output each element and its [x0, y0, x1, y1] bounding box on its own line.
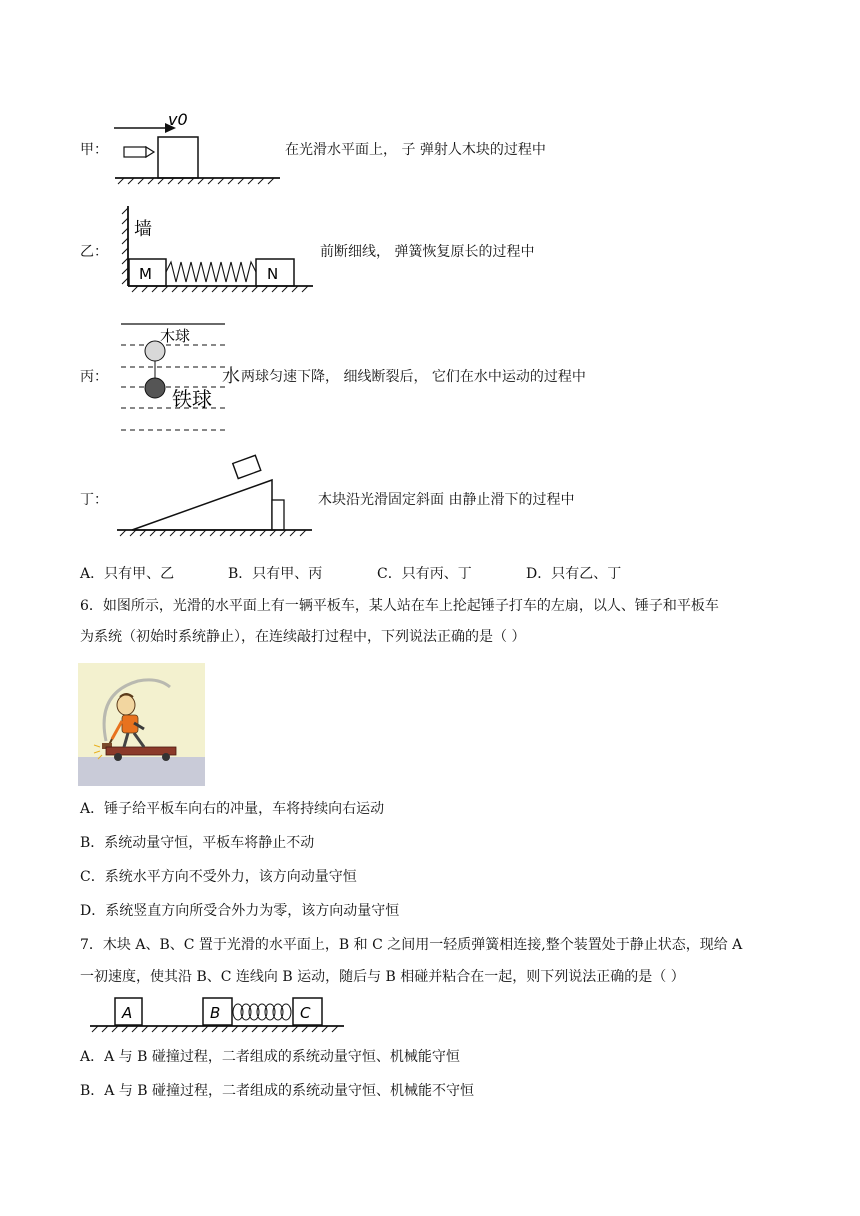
- q6-option-a[interactable]: A．锤子给平板车向右的冲量，车将持续向右运动: [80, 801, 385, 817]
- q7-option-b[interactable]: B．A 与 B 碰撞过程，二者组成的系统动量守恒、机械能不守恒: [80, 1083, 475, 1099]
- iron-ball-label: 铁球: [172, 387, 212, 411]
- figure-hammer-cart: [78, 663, 205, 786]
- q5-option-b[interactable]: B．只有甲、丙: [228, 566, 323, 582]
- item-desc-yi: 前断细线， 弹簧恢复原长的过程中: [320, 244, 535, 260]
- q6-stem-line1: 6．如图所示，光滑的水平面上有一辆平板车，某人站在车上抡起锤子打车的左扇，以人、锤子和平板车: [80, 598, 719, 614]
- wall-label: 墙: [134, 219, 152, 240]
- q7-stem-line1: 7．木块 A、B、C 置于光滑的水平面上，B 和 C 之间用一轻质弹簧相连接,整个装置处于静止状态，现给 A: [80, 937, 743, 953]
- item-desc-jia: 在光滑水平面上， 子 弹射人木块的过程中: [285, 142, 546, 158]
- figure-abc-spring: [86, 994, 348, 1036]
- block-a-label: A: [122, 1004, 133, 1022]
- q5-option-d[interactable]: D．只有乙、丁: [526, 566, 622, 582]
- q6-option-d[interactable]: D．系统竖直方向所受合外力为零，该方向动量守恒: [80, 903, 400, 919]
- item-desc-bing: 两球匀速下降， 细线断裂后， 它们在水中运动的过程中: [241, 369, 586, 385]
- q6-option-c[interactable]: C．系统水平方向不受外力，该方向动量守恒: [80, 869, 357, 885]
- q7-option-a[interactable]: A．A 与 B 碰撞过程，二者组成的系统动量守恒、机械能守恒: [80, 1049, 460, 1065]
- item-desc-ding: 木块沿光滑固定斜面 由静止滑下的过程中: [318, 492, 575, 508]
- block-m-label: M: [139, 265, 152, 283]
- figure-spring-wall: [118, 200, 318, 300]
- figure-incline: [112, 450, 317, 545]
- figure-bullet-block: [110, 108, 285, 188]
- q5-option-c[interactable]: C．只有丙、丁: [377, 566, 472, 582]
- item-label-bing: 丙：: [80, 369, 108, 385]
- item-label-jia: 甲：: [80, 142, 108, 158]
- block-c-label: C: [300, 1004, 311, 1022]
- q6-stem-line2: 为系统（初始时系统静止），在连续敲打过程中，下列说法正确的是（ ）: [80, 629, 526, 645]
- water-label: 水: [222, 366, 240, 387]
- block-n-label: N: [267, 265, 279, 283]
- velocity-label: v0: [168, 110, 188, 129]
- q7-stem-line2: 一初速度，使其沿 B、C 连线向 B 运动，随后与 B 相碰并粘合在一起，则下列说法正确的是（ ）: [80, 969, 685, 985]
- wood-ball-label: 木球: [160, 327, 191, 345]
- q6-option-b[interactable]: B．系统动量守恒，平板车将静止不动: [80, 835, 315, 851]
- block-b-label: B: [210, 1004, 221, 1022]
- item-label-yi: 乙：: [80, 244, 108, 260]
- item-label-ding: 丁：: [80, 492, 108, 508]
- q5-option-a[interactable]: A．只有甲、乙: [80, 566, 175, 582]
